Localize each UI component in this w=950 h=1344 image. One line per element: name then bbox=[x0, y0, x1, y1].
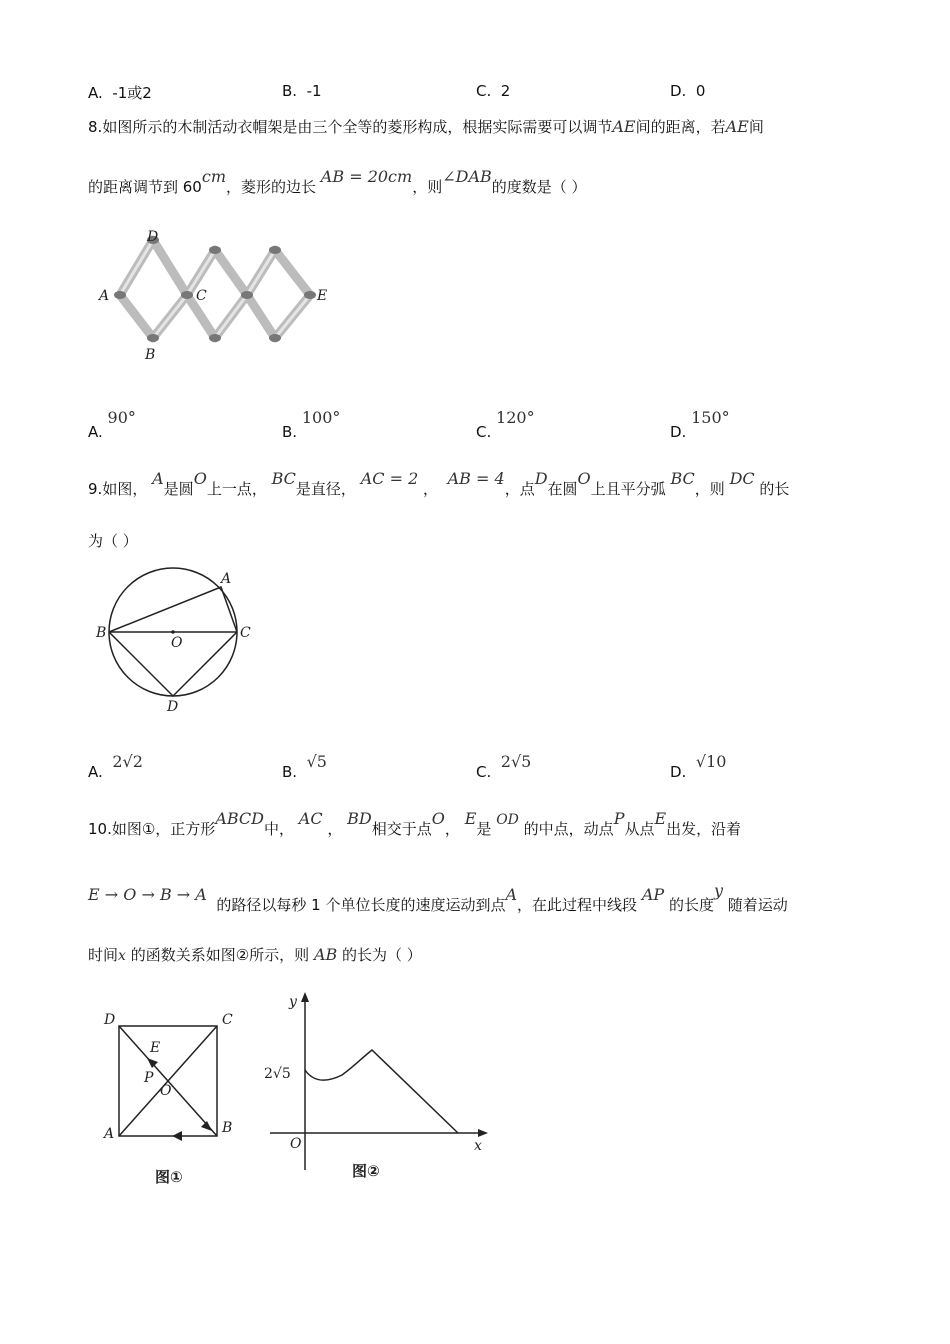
q8-coat-rack-figure bbox=[95, 228, 335, 368]
q9-number: 9. bbox=[88, 480, 103, 498]
q9-label-b: B bbox=[96, 625, 107, 641]
q8-option-b: B. 100° bbox=[282, 408, 341, 441]
q10-label-b: B bbox=[222, 1120, 233, 1136]
q7-option-b: B. -1 bbox=[282, 82, 322, 100]
q8-label-c: C bbox=[196, 288, 207, 304]
q8-label-b: B bbox=[145, 347, 156, 363]
q10-graph-figure bbox=[262, 990, 502, 1190]
q10-label-c: C bbox=[222, 1012, 233, 1028]
q7-option-d: D. 0 bbox=[670, 82, 706, 100]
q9-option-c: C. 2√5 bbox=[476, 752, 532, 781]
q10-label-o: O bbox=[160, 1083, 172, 1099]
q7-option-a: A. -1或2 bbox=[88, 84, 152, 102]
q9-label-d: D bbox=[167, 699, 179, 715]
q8-option-d: D. 150° bbox=[670, 408, 730, 441]
q10-line3: 时间x 的函数关系如图②所示，则 AB 的长为（ ） bbox=[88, 945, 422, 964]
q10-figure2-caption: 图② bbox=[352, 1162, 380, 1180]
q8-label-a: A bbox=[99, 288, 110, 304]
q9-option-b: B. √5 bbox=[282, 752, 327, 781]
q10-label-e: E bbox=[150, 1040, 161, 1056]
q9-line1: 9.如图， A是圆O上一点， BC是直径， AC = 2 ， AB = 4，点D在圆O上且平分弧 BC，则 DC 的长 bbox=[88, 469, 790, 498]
q10-label-p: P bbox=[144, 1070, 154, 1086]
q10-square-figure bbox=[100, 1010, 250, 1195]
q8-line1: 8.如图所示的木制活动衣帽架是由三个全等的菱形构成，根据实际需要可以调节AE间的距离，若AE间 bbox=[88, 117, 764, 136]
q8-option-c: C. 120° bbox=[476, 408, 535, 441]
q7-option-c: C. 2 bbox=[476, 82, 511, 100]
q8-line2: 的距离调节到 60cm，菱形的边长 AB = 20cm，则∠DAB的度数是（ ） bbox=[88, 167, 587, 196]
q10-axis-x: x bbox=[474, 1138, 482, 1154]
q10-number: 10. bbox=[88, 820, 112, 838]
q10-label-a: A bbox=[104, 1126, 115, 1142]
q9-option-a: A. 2√2 bbox=[88, 752, 143, 781]
q9-label-c: C bbox=[240, 625, 251, 641]
q10-figure1-caption: 图① bbox=[155, 1168, 183, 1186]
q10-axis-y: y bbox=[289, 994, 297, 1010]
q9-option-d: D. √10 bbox=[670, 752, 727, 781]
q9-circle-figure bbox=[95, 565, 265, 715]
q10-label-d: D bbox=[104, 1012, 116, 1028]
q9-label-a: A bbox=[221, 571, 232, 587]
q9-label-o: O bbox=[171, 635, 183, 651]
q8-label-d: D bbox=[147, 229, 159, 245]
q8-option-a: A. 90° bbox=[88, 408, 136, 441]
q10-value-label: 2√5 bbox=[264, 1066, 291, 1082]
q8-label-e: E bbox=[317, 288, 328, 304]
q8-number: 8. bbox=[88, 118, 103, 136]
q10-line2: E → O → B → A 的路径以每秒 1 个单位长度的速度运动到点A，在此过程中线段 AP 的长度y 随着运动 bbox=[88, 881, 788, 914]
q10-origin: O bbox=[290, 1136, 302, 1152]
q9-line2: 为（ ） bbox=[88, 532, 138, 550]
q10-line1: 10.如图①，正方形ABCD中， AC ， BD相交于点O， E是 OD 的中点，动点P从点E出发，沿着 bbox=[88, 809, 742, 838]
